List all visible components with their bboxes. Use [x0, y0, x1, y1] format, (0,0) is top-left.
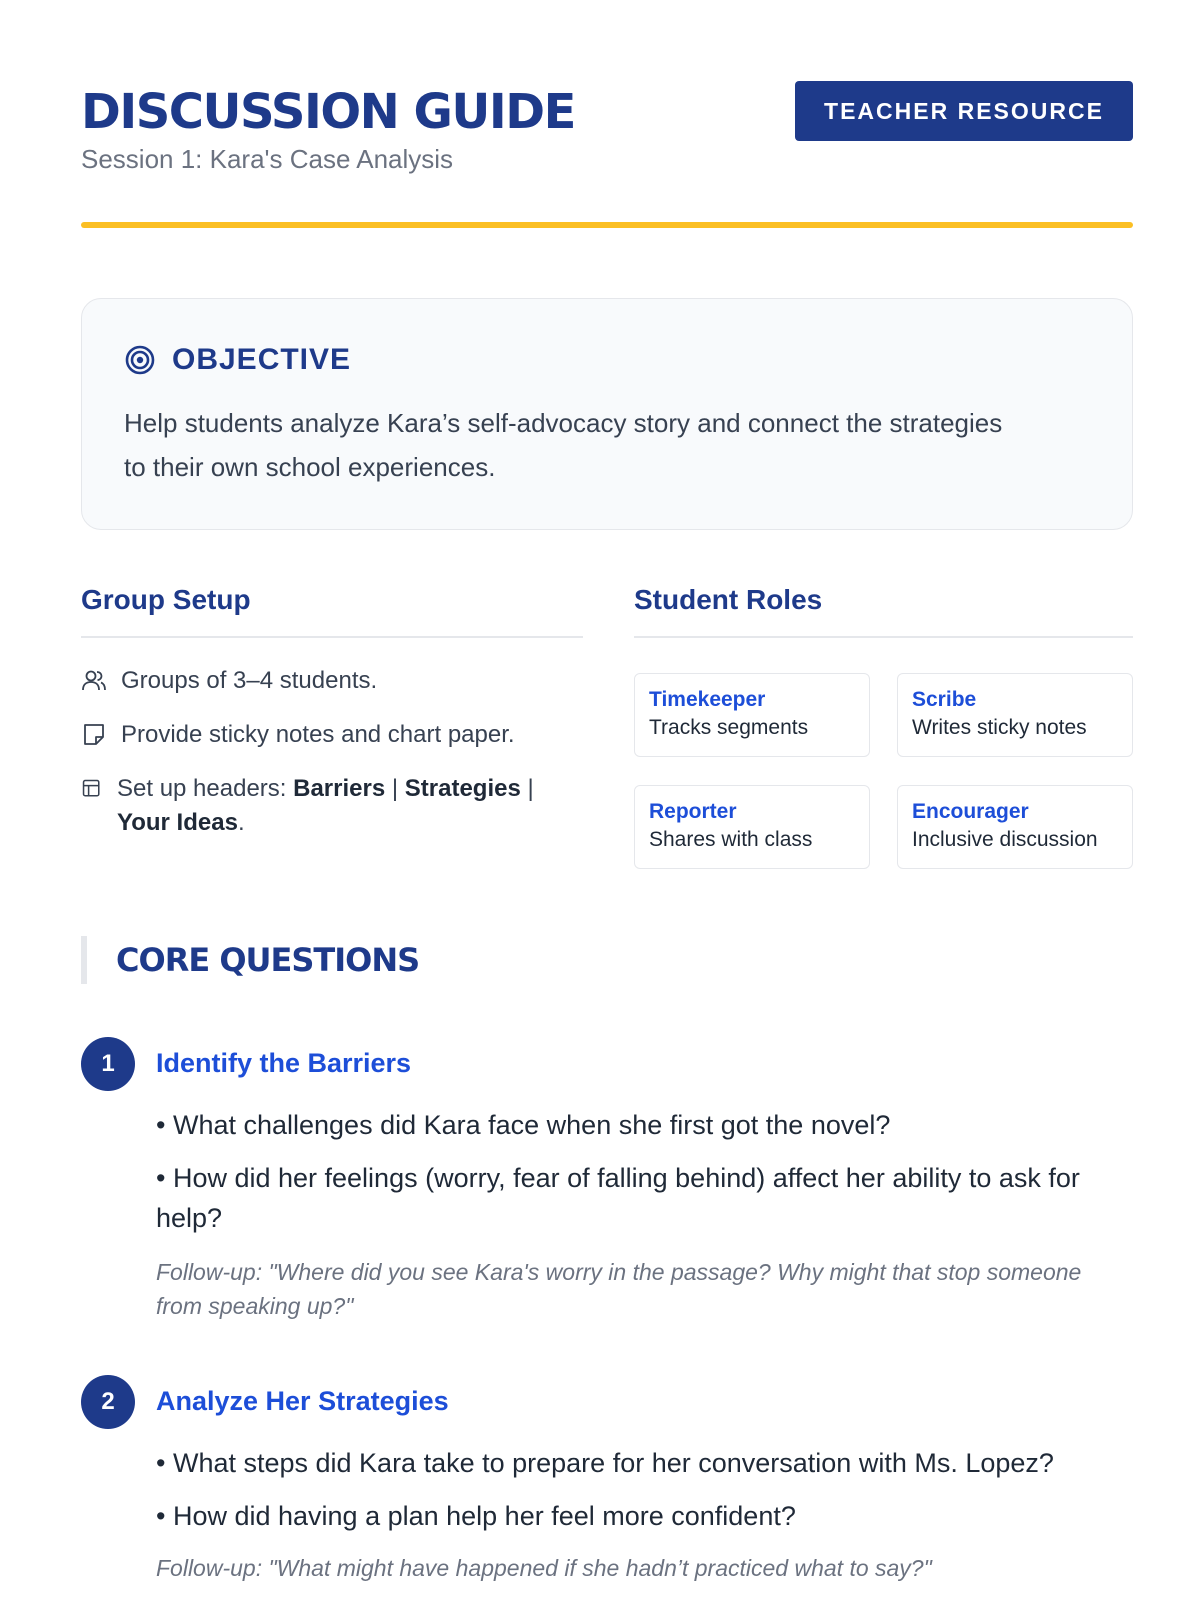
- objective-header: [124, 343, 351, 377]
- student-roles-divider: [634, 636, 1133, 638]
- group-setup-heading: Group Setup: [81, 584, 251, 615]
- question-title: Identify the Barriers: [156, 1048, 412, 1078]
- role-card-timekeeper: [634, 673, 870, 757]
- role-desc: Inclusive discussion: [912, 828, 1098, 851]
- role-desc: Tracks segments: [649, 716, 809, 739]
- role-name: Timekeeper: [649, 688, 766, 711]
- question-bullet: • What challenges did Kara face when she first got the novel?: [156, 1110, 891, 1140]
- question-follow-up: Follow-up: "Where did you see Kara's worry in the passage? Why might that stop someone from speaking up?": [156, 1259, 1082, 1319]
- sticky-note-icon: [81, 722, 107, 748]
- question-title: Analyze Her Strategies: [156, 1386, 449, 1416]
- role-card-scribe: [897, 673, 1133, 757]
- role-desc: Writes sticky notes: [912, 716, 1087, 739]
- page-subtitle: Session 1: Kara's Case Analysis: [81, 144, 454, 174]
- setup-item-groups: [81, 664, 377, 698]
- setup-item-text: Groups of 3–4 students.: [121, 667, 378, 694]
- objective-title: OBJECTIVE: [172, 343, 352, 376]
- core-questions-bar: [81, 936, 87, 984]
- role-name: Reporter: [649, 800, 737, 823]
- header-barriers: Barriers: [293, 775, 386, 802]
- objective-card: [81, 298, 1133, 530]
- setup-item-text: Set up headers: Barriers | Strategies | Your Ideas.: [117, 775, 534, 836]
- question-bullet: • What steps did Kara take to prepare for her conversation with Ms. Lopez?: [156, 1448, 1054, 1478]
- page-title: DISCUSSION GUIDE: [81, 84, 575, 140]
- header-strategies: Strategies: [404, 775, 521, 802]
- teacher-resource-badge: TEACHER RESOURCE: [795, 81, 1133, 141]
- group-setup-divider: [81, 636, 583, 638]
- student-roles-heading: Student Roles: [634, 584, 823, 615]
- setup-item-materials: [81, 718, 515, 752]
- question-follow-up: Follow-up: "What might have happened if she hadn’t practiced what to say?": [156, 1555, 932, 1581]
- role-name: Encourager: [912, 800, 1029, 823]
- role-name: Scribe: [912, 688, 977, 711]
- role-desc: Shares with class: [649, 828, 813, 851]
- question-bullet: • How did having a plan help her feel more confident?: [156, 1501, 796, 1531]
- header-divider: [81, 222, 1133, 228]
- question-number-badge: 1: [81, 1037, 135, 1091]
- role-card-reporter: [634, 785, 870, 869]
- setup-item-headers: [81, 772, 551, 840]
- objective-text: Help students analyze Kara’s self-advocacy story and connect the strategies to their own school experiences.: [124, 408, 1003, 482]
- header-your-ideas: Your Ideas: [117, 809, 238, 836]
- role-card-encourager: [897, 785, 1133, 869]
- core-questions-heading: CORE QUESTIONS: [116, 941, 420, 979]
- setup-item-text: Provide sticky notes and chart paper.: [121, 721, 515, 748]
- question-number-badge: 2: [81, 1375, 135, 1429]
- layout-icon: [81, 778, 103, 800]
- users-icon: [81, 668, 107, 694]
- target-icon: [124, 344, 156, 376]
- question-bullet: • How did her feelings (worry, fear of falling behind) affect her ability to ask for help?: [156, 1163, 1080, 1233]
